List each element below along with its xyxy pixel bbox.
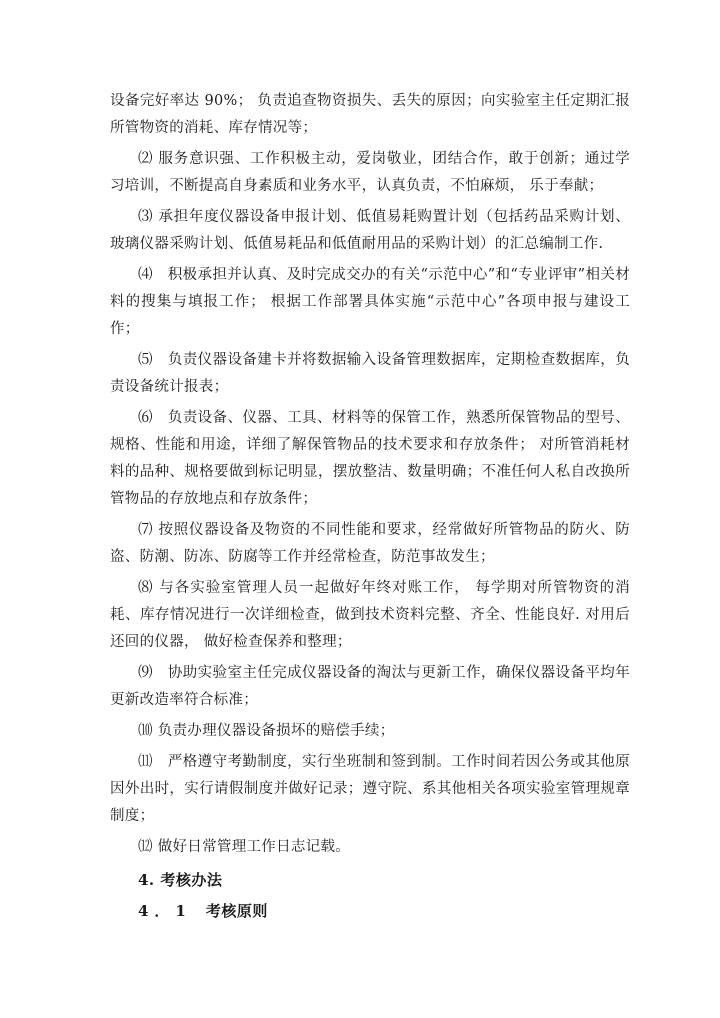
- subsection-heading: [110, 898, 630, 925]
- paragraph-item-7: ⑺ 按照仪器设备及物资的不同性能和要求，经常做好所管物品的防火、防盗、防潮、防冻、防腐等工作并经常检查，防范事故发生；: [110, 522, 630, 565]
- paragraph-item-3: ⑶ 承担年度仪器设备申报计划、低值易耗购置计划（包括药品采购计划、玻璃仪器采购计划、低值易耗品和低值耐用品的采购计划）的汇总编制工作.: [110, 209, 630, 252]
- paragraph-item-9: ⑼ 协助实验室主任完成仪器设备的淘汰与更新工作，确保仪器设备平均年更新改造率符合标准；: [110, 665, 630, 708]
- document-page: [110, 88, 630, 925]
- paragraph-item-12: ⑿ 做好日常管理工作日志记载。: [138, 839, 351, 855]
- paragraph-item-10: ⑽ 负责办理仪器设备损坏的赔偿手续；: [138, 723, 395, 739]
- paragraph-item-2: ⑵ 服务意识强、工作积极主动，爱岗敬业，团结合作，敢于创新；通过学习培训，不断提高自身素质和业务水平，认真负责，不怕麻烦， 乐于奉献；: [110, 151, 630, 194]
- paragraph-item-8: ⑻ 与各实验室管理人员一起做好年终对账工作， 每学期对所管物资的消耗、库存情况进行一次详细检查，做到技术资料完整、齐全、性能良好. 对用后还回的仪器， 做好检查保养和整理；: [110, 580, 630, 650]
- section-heading: 4. 考核办法: [138, 871, 223, 889]
- paragraph-item-6: ⑹ 负责设备、仪器、工具、材料等的保管工作，熟悉所保管物品的型号、规格、性能和用途，详细了解保管物品的技术要求和存放条件； 对所管消耗材料的品种、规格要做到标记明显，摆放整洁、数量明确；不准任何人私自改换所管物品的存放地点和存放条件；: [110, 410, 630, 507]
- paragraph-item-4: ⑷ 积极承担并认真、及时完成交办的有关“示范中心”和“专业评审”相关材料的搜集与填报工作； 根据工作部署具体实施“示范中心”各项申报与建设工作；: [110, 267, 630, 337]
- subsection-number: 4．1: [138, 902, 192, 920]
- subsection-title: 考核原则: [205, 902, 268, 920]
- paragraph-item-11: ⑾ 严格遵守考勤制度，实行坐班制和签到制。工作时间若因公务或其他原因外出时，实行请假制度并做好记录；遵守院、系其他相关各项实验室管理规章制度；: [110, 754, 630, 824]
- paragraph-intro: 设备完好率达 90%； 负责追查物资损失、丢失的原因；向实验室主任定期汇报所管物资的消耗、库存情况等；: [110, 93, 630, 136]
- paragraph-item-5: ⑸ 负责仪器设备建卡并将数据输入设备管理数据库，定期检查数据库，负责设备统计报表；: [110, 352, 630, 395]
